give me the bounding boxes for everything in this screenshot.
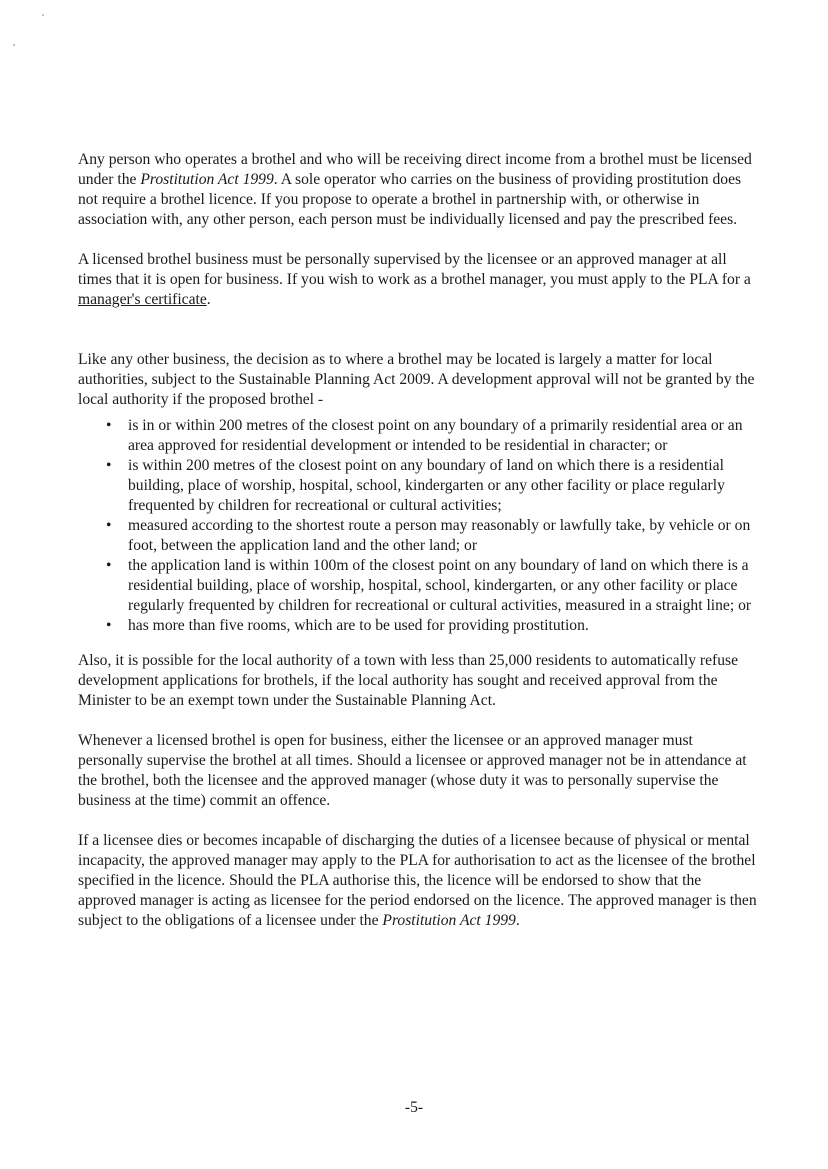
paragraph-text: A licensed brothel business must be personally supervised by the licensee or an approved manager at all times that it is open for business. If you wish to work as a brothel manager, you must apply to the PLA for a <box>78 251 751 288</box>
scan-speck <box>42 14 44 16</box>
list-item-text: is in or within 200 metres of the closest point on any boundary of a primarily residential area or an area approved for residential development or intended to be residential in character; or <box>128 417 743 454</box>
bullet-icon: • <box>106 457 112 474</box>
paragraph-text: . <box>515 912 520 929</box>
paragraph-exempt-town: Also, it is possible for the local authority of a town with less than 25,000 residents to automatically refuse development applications for brothels, if the local authority has sought and received approval from the Minister to be an exempt town under the Sustainable Planning Act. <box>78 652 739 709</box>
bullet-icon: • <box>106 557 112 574</box>
list-item <box>78 416 758 456</box>
paragraph-licensee-incapacity <box>78 831 758 931</box>
list-item-text: has more than five rooms, which are to be used for providing prostitution. <box>128 617 589 634</box>
list-item-text: measured according to the shortest route a person may reasonably or lawfully take, by vehicle or on foot, between the application land and the other land; or <box>128 517 751 554</box>
page-number: -5- <box>404 1099 424 1116</box>
managers-certificate-link[interactable]: manager's certificate <box>78 291 207 308</box>
paragraph-text: . A sole operator who carries on the business of providing prostitution does not require a brothel licence. If you propose to operate a brothel in partnership with, or otherwise in association with, any other person, each person must be individually licensed and pay the prescribed fees. <box>78 171 742 228</box>
paragraph-text: . <box>206 291 211 308</box>
list-item-text: is within 200 metres of the closest point on any boundary of land on which there is a residential building, place of worship, hospital, school, kindergarten or any other facility or place regularly frequented by children for recreational or cultural activities; <box>128 457 725 514</box>
list-item <box>78 456 758 516</box>
list-item-text: the application land is within 100m of the closest point on any boundary of land on which there is a residential building, place of worship, hospital, school, kindergarten, or any other facility or place regularly frequented by children for recreational or cultural activities, measured in a straight line; or <box>128 557 752 614</box>
location-restrictions-list <box>78 416 758 636</box>
scan-speck <box>13 44 15 46</box>
paragraph-text: Any person who operates a brothel and who will be receiving direct income from a brothel must be licensed under the <box>78 151 752 188</box>
list-item <box>78 616 758 636</box>
bullet-icon: • <box>106 417 112 434</box>
list-item <box>78 556 758 616</box>
paragraph-licensing-requirement <box>78 150 758 230</box>
bullet-icon: • <box>106 517 112 534</box>
paragraph-location: Like any other business, the decision as to where a brothel may be located is largely a matter for local authorities, subject to the Sustainable Planning Act 2009. A development approval will not be granted by the local authority if the proposed brothel - <box>78 351 755 408</box>
list-item <box>78 516 758 556</box>
act-title: Prostitution Act 1999 <box>382 912 516 929</box>
act-title: Prostitution Act 1999 <box>140 171 274 188</box>
paragraph-personal-supervision: Whenever a licensed brothel is open for business, either the licensee or an approved manager must personally supervise the brothel at all times. Should a licensee or approved manager not be in attendance at the brothel, both the licensee and the approved manager (whose duty it was to personally supervise the business at the time) commit an offence. <box>78 732 747 809</box>
paragraph-supervision <box>78 250 758 310</box>
paragraph-text: If a licensee dies or becomes incapable of discharging the duties of a licensee because of physical or mental incapacity, the approved manager may apply to the PLA for authorisation to act as the licensee of the brothel specified in the licence. Should the PLA authorise this, the licence will be endorsed to show that the approved manager is acting as licensee for the period endorsed on the licence. The approved manager is then subject to the obligations of a licensee under the <box>78 832 757 929</box>
document-body <box>78 150 758 951</box>
bullet-icon: • <box>106 617 112 634</box>
